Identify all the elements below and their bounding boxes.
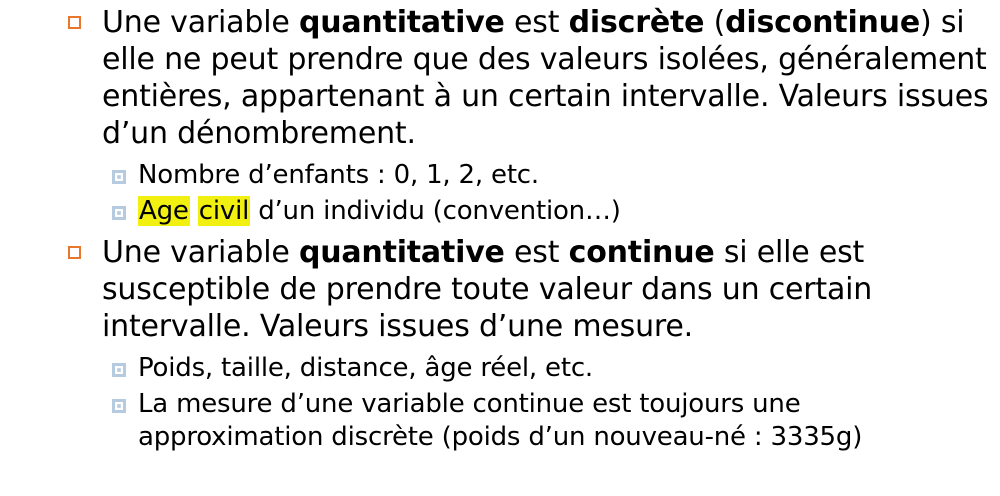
square-small-blue-icon: [112, 206, 126, 220]
bullet-text: Poids, taille, distance, âge réel, etc.: [138, 353, 593, 383]
bullet-text: La mesure d’une variable continue est toujours une approximation discrète (poids d’un nouveau-né : 3335g): [138, 389, 863, 452]
bullet-list: [0, 4, 1000, 454]
highlighted-text: Age: [139, 196, 189, 226]
sub-bullet-mesure-approximation: [0, 388, 1000, 454]
square-outline-orange-icon: [68, 16, 81, 29]
bullet-quantitative-discrete: [0, 4, 1000, 152]
spacer: [0, 345, 1000, 349]
bullet-text: Nombre d’enfants : 0, 1, 2, etc.: [138, 160, 539, 190]
bullet-text: Une variable quantitative est continue si elle est susceptible de prendre toute valeur dans un certain intervalle. Valeurs issues d’une mesure.: [102, 235, 873, 344]
sub-bullet-nombre-enfants: [0, 159, 1000, 192]
square-small-blue-icon: [112, 170, 126, 184]
bullet-text: Age civil d’un individu (convention…): [139, 196, 621, 226]
highlighted-text: civil: [198, 196, 250, 226]
sub-bullet-poids-taille: [0, 352, 1000, 385]
bullet-text: Une variable quantitative est discrète (discontinue) si elle ne peut prendre que des valeurs isolées, généralement entières, appartenant à un certain intervalle. Valeurs issues d’un dénombrement.: [102, 5, 989, 151]
square-outline-orange-icon: [68, 246, 81, 259]
spacer: [0, 152, 1000, 156]
bullet-quantitative-continue: [0, 234, 1000, 345]
square-small-blue-icon: [112, 363, 126, 377]
sub-bullet-age-civil: [0, 195, 1000, 228]
square-small-blue-icon: [112, 399, 126, 413]
